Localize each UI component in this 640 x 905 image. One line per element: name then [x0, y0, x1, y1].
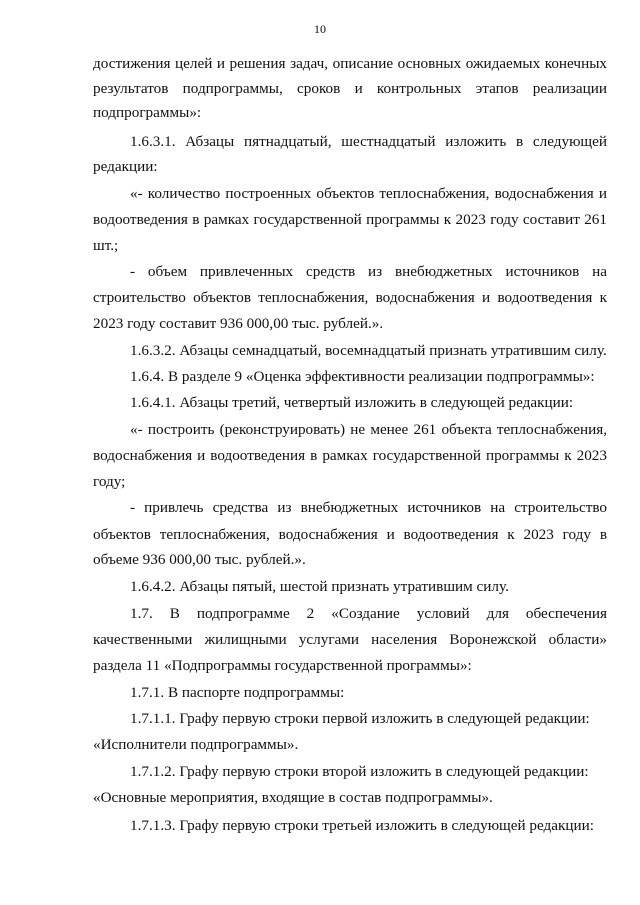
text-line: году;	[93, 473, 126, 490]
text-line: шт.;	[93, 237, 119, 254]
text-line: «Основные мероприятия, входящие в состав подпрограммы».	[93, 789, 493, 806]
text-line: 1.6.3.1. Абзацы пятнадцатый, шестнадцатый изложить в следующей	[130, 133, 607, 150]
text-line: объектов теплоснабжения, водоснабжения и водоотведения к 2023 году в	[93, 526, 607, 543]
text-line: 1.7. В подпрограмме 2 «Создание условий для обеспечения	[130, 605, 607, 622]
text-line: 1.6.4. В разделе 9 «Оценка эффективности реализации подпрограммы»:	[130, 368, 595, 385]
text-line: «- построить (реконструировать) не менее 261 объекта теплоснабжения,	[130, 421, 607, 438]
text-line: достижения целей и решения задач, описание основных ожидаемых конечных	[93, 55, 607, 72]
text-line: - привлечь средства из внебюджетных источников на строительство	[130, 499, 607, 516]
text-line: - объем привлеченных средств из внебюджетных источников на	[130, 263, 607, 280]
text-line: редакции:	[93, 158, 158, 175]
page-number: 10	[314, 22, 326, 36]
text-line: 2023 году составит 936 000,00 тыс. рублей.».	[93, 315, 384, 332]
text-line: строительство объектов теплоснабжения, водоснабжения и водоотведения к	[93, 289, 607, 306]
text-line: 1.6.3.2. Абзацы семнадцатый, восемнадцатый признать утратившим силу.	[130, 342, 607, 359]
text-line: 1.6.4.1. Абзацы третий, четвертый изложить в следующей редакции:	[130, 394, 574, 411]
text-line: водоотведения в рамках государственной программы к 2023 году составит 261	[93, 211, 607, 228]
text-line: «- количество построенных объектов теплоснабжения, водоснабжения и	[130, 185, 607, 202]
text-line: объеме 936 000,00 тыс. рублей.».	[93, 551, 306, 568]
text-line: результатов подпрограммы, сроков и контрольных этапов реализации	[93, 80, 607, 97]
text-line: раздела 11 «Подпрограммы государственной программы»:	[93, 657, 472, 674]
text-line: 1.7.1.1. Графу первую строки первой изложить в следующей редакции:	[130, 710, 590, 727]
text-line: «Исполнители подпрограммы».	[93, 736, 299, 753]
text-line: подпрограммы»:	[93, 104, 202, 121]
text-line: 1.6.4.2. Абзацы пятый, шестой признать утратившим силу.	[130, 578, 509, 595]
text-line: 1.7.1.2. Графу первую строки второй изложить в следующей редакции:	[130, 763, 589, 780]
text-line: 1.7.1.3. Графу первую строки третьей изложить в следующей редакции:	[130, 817, 595, 834]
text-line: качественными жилищными услугами населения Воронежской области»	[93, 631, 607, 648]
text-line: 1.7.1. В паспорте подпрограммы:	[130, 684, 345, 701]
text-line: водоснабжения и водоотведения в рамках государственной программы к 2023	[93, 447, 607, 464]
